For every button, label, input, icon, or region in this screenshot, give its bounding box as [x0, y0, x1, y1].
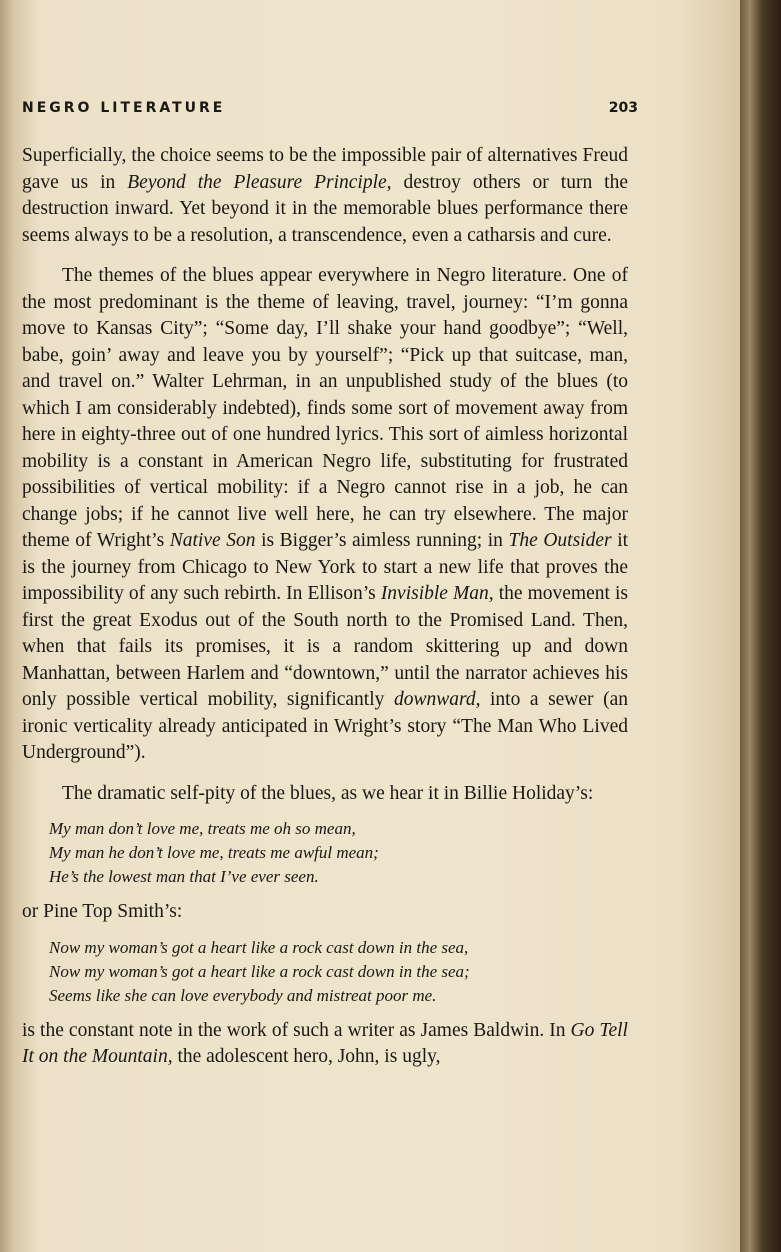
book-title: Native Son — [169, 530, 256, 551]
quote-line: My man don’t love me, treats me oh so mean, — [49, 819, 356, 838]
book-title: The Outsider — [508, 530, 612, 551]
book-title: Beyond the Pleasure Principle, — [127, 171, 392, 193]
paragraph-5 — [22, 1018, 628, 1071]
text-run: is Bigger’s aimless running; in — [255, 530, 509, 551]
text-run: is the constant note in the work of such a writer as James Baldwin. In — [22, 1019, 571, 1041]
quote-line: Seems like she can love everybody and mistreat poor me. — [49, 985, 437, 1005]
book-spine-edge — [740, 0, 781, 1252]
page-number: 203 — [608, 100, 638, 116]
book-title: Invisible Man, — [380, 583, 494, 604]
quote-line: He’s the lowest man that I’ve ever seen. — [49, 867, 319, 886]
text-run: the movement is first the great Exodus out of the South north to the Promised Land. Then, when that fails its promises, it is a random skittering up and down Manhattan, between Harlem and “downtown,” until the narrator achieves his only possible vertical mobility, significantly — [22, 583, 628, 710]
paragraph-3: The dramatic self-pity of the blues, as we hear it in Billie Holiday’s: — [62, 782, 594, 804]
text-run: the adolescent hero, John, is ugly, — [172, 1046, 441, 1067]
text-run: The themes of the blues appear everywhere in Negro literature. One of the most predominant is the theme of leaving, travel, journey: “I’m gonna move to Kansas City”; “Some day, I’ll shake your hand goodbye”; “Well, babe, goin’ away and leave you by yourself”; “Pick up that suitcase, man, and travel on.” Walter Lehrman, in an unpublished study of the blues (to which I am considerably indebted), finds some sort of movement away from here in eighty-three out of one hundred lyrics. This sort of aimless horizontal mobility is a constant in American Negro life, substituting for frustrated possibilities of vertical mobility: if a Negro cannot rise in a job, he can change jobs; if he cannot live well here, he can try elsewhere. The major theme of Wright’s — [22, 265, 628, 551]
paragraph-4: or Pine Top Smith’s: — [22, 901, 183, 922]
running-head: NEGRO LITERATURE — [22, 100, 226, 116]
emphasis: downward, — [393, 689, 481, 710]
body-text — [22, 143, 628, 1071]
text-run: Superficially, the choice seems to be the impossible pair of alternatives Freud gave us in — [22, 145, 628, 193]
text-run: into a sewer (an ironic verticality already anticipated in Wright’s story “The Man Who Lived Underground”). — [22, 689, 628, 763]
paragraph-1 — [22, 143, 628, 249]
quote-line: Now my woman’s got a heart like a rock cast down in the sea; — [49, 961, 470, 981]
book-title: Go Tell It on the Mountain, — [22, 1019, 628, 1067]
quote-line: Now my woman’s got a heart like a rock cast down in the sea, — [49, 937, 469, 957]
text-run: it is the journey from Chicago to New York to start a new life that proves the impossibility of any such rebirth. In Ellison’s — [22, 530, 629, 604]
text-run: destroy others or turn the destruction inward. Yet beyond it in the memorable blues performance there seems always to be a resolution, a transcendence, even a catharsis and cure. — [22, 171, 628, 246]
paragraph-2 — [22, 263, 628, 767]
blues-quote-holiday — [49, 817, 628, 889]
blues-quote-smith — [49, 936, 628, 1008]
page-header — [22, 100, 638, 122]
quote-line: My man he don’t love me, treats me awful mean; — [49, 843, 379, 862]
